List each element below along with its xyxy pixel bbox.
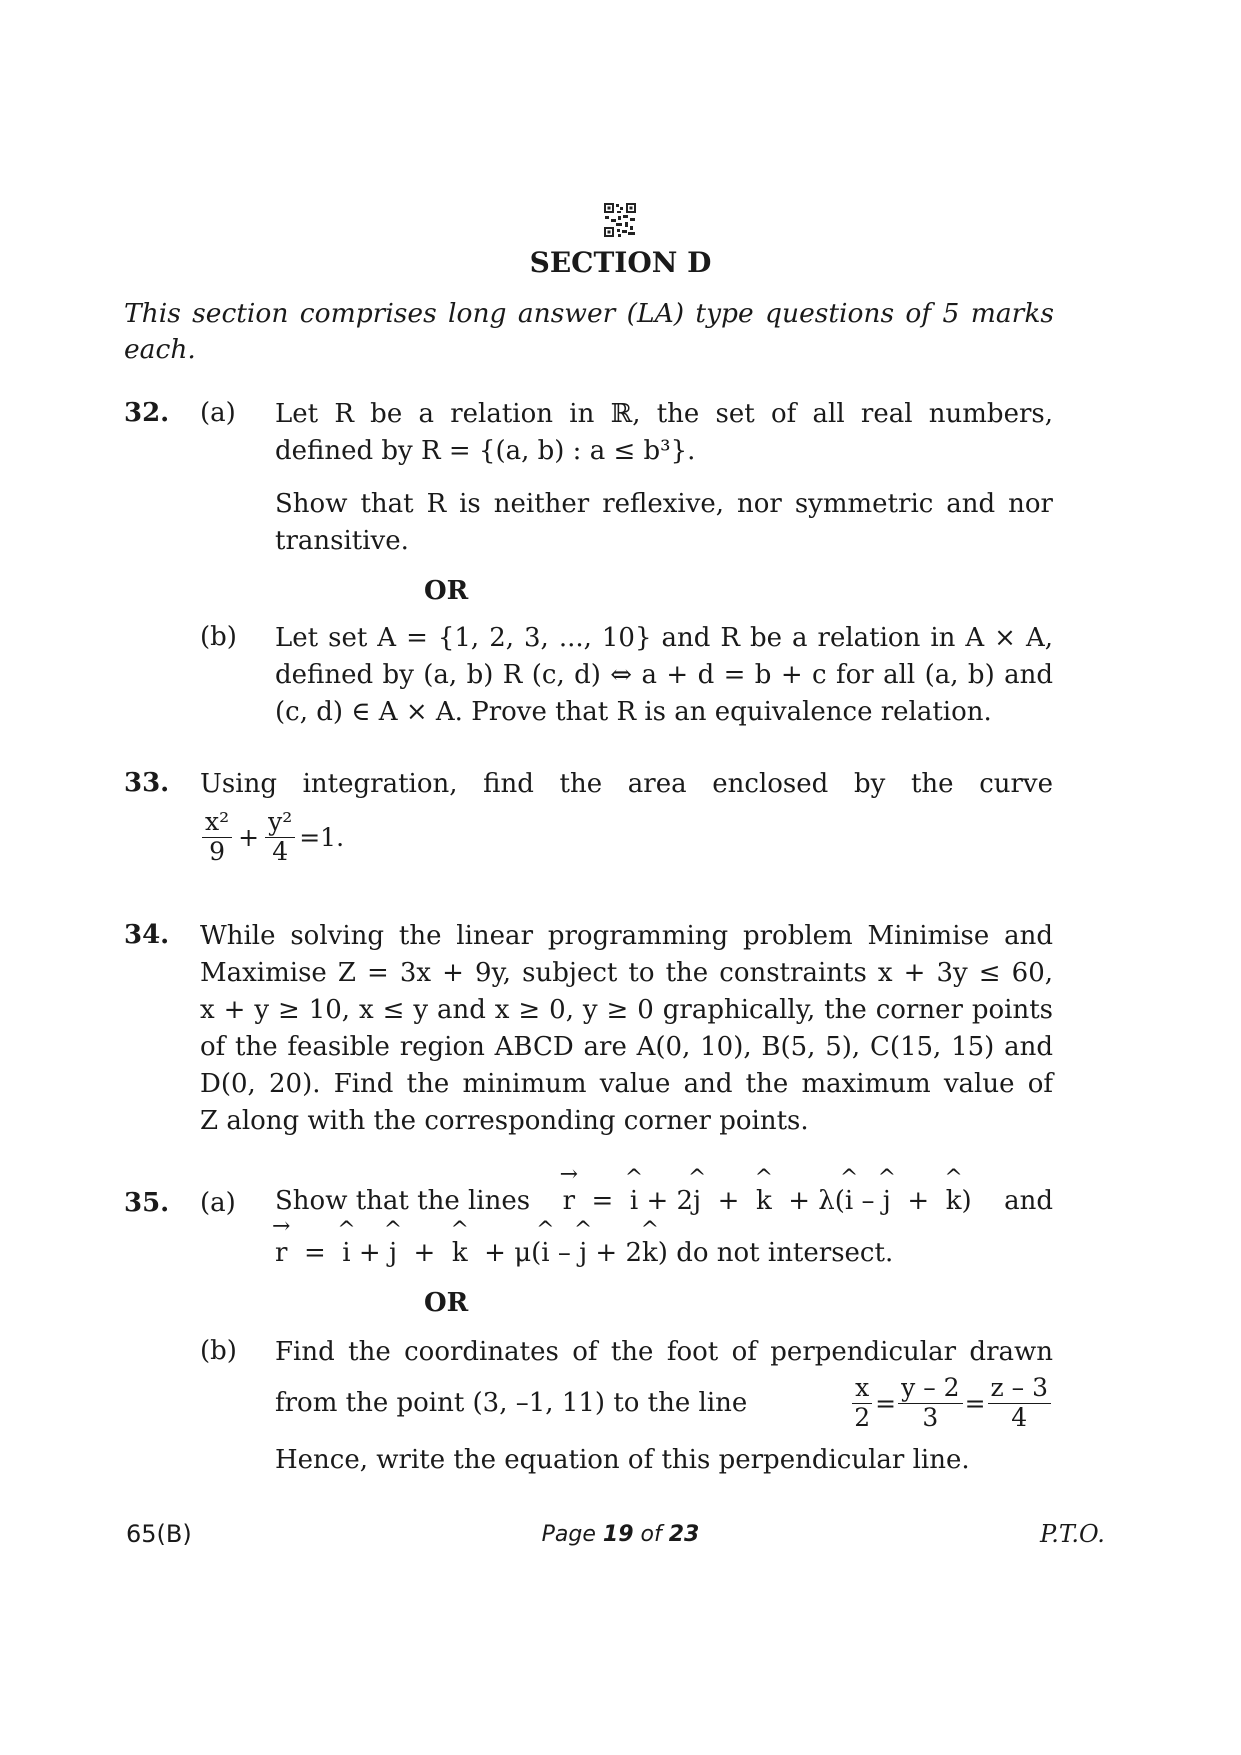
q32-b-line-1: Let set A = {1, 2, 3, ..., 10} and R be a relation in A × A, xyxy=(275,623,1053,653)
q32-part-b-label: (b) xyxy=(200,622,237,652)
q35-a-prefix: Show that the lines xyxy=(275,1186,531,1216)
q32-part-a-task xyxy=(275,486,1053,560)
q35-a-vector-eq-1: → r = ^ i + 2^ j + ^ k + λ(^ i – ^ j + ^ k) xyxy=(563,1186,972,1216)
q35-a-line-2-suffix: do not intersect. xyxy=(676,1238,894,1268)
question-number-34: 34. xyxy=(124,920,170,950)
paper-code: 65(B) xyxy=(126,1520,192,1548)
qr-code-icon xyxy=(603,202,637,238)
q35-b-line-1: Find the coordinates of the foot of perpendicular drawn xyxy=(275,1337,1053,1367)
q32-part-a-text xyxy=(275,396,1053,470)
page-of: of xyxy=(640,1522,662,1547)
q33-fraction-y-denominator: 4 xyxy=(272,836,289,866)
q33-equation-rhs: =1. xyxy=(299,822,345,852)
q35-b-fraction-3-den: 4 xyxy=(1011,1402,1028,1432)
q35-a-line-1 xyxy=(275,1186,1053,1216)
q33-equation xyxy=(200,808,344,867)
q34-line-4: of the feasible region ABCD are A(0, 10), B(5, 5), C(15, 15) and xyxy=(200,1032,1053,1062)
q33-text xyxy=(200,766,1053,803)
page-total: 23 xyxy=(668,1522,700,1547)
section-title: SECTION D xyxy=(529,246,712,279)
q32-part-b-text xyxy=(275,620,1053,731)
q35-part-b-label: (b) xyxy=(200,1336,237,1366)
page-number: 19 xyxy=(602,1522,634,1547)
q32-or-separator: OR xyxy=(424,576,469,606)
q32-a-line-2: defined by R = {(a, b) : a ≤ b³}. xyxy=(275,436,696,466)
q34-line-5: D(0, 20). Find the minimum value and the maximum value of xyxy=(200,1069,1053,1099)
q33-fraction-x-numerator: x² xyxy=(202,808,232,838)
q34-line-2: Maximise Z = 3x + 9y, subject to the constraints x + 3y ≤ 60, xyxy=(200,958,1053,988)
q33-fraction-x-denominator: 9 xyxy=(209,836,226,866)
q32-a-line-3: Show that R is neither reflexive, nor symmetric and nor xyxy=(275,489,1053,519)
q33-plus: + xyxy=(238,822,260,852)
q32-b-line-2: defined by (a, b) R (c, d) ⇔ a + d = b + c for all (a, b) and xyxy=(275,660,1053,690)
q35-b-fraction-1-num: x xyxy=(852,1374,872,1404)
section-intro: This section comprises long answer (LA) type questions of 5 marks each. xyxy=(124,298,1054,365)
q32-a-line-1: Let R be a relation in ℝ, the set of all real numbers, xyxy=(275,399,1053,429)
q35-b-fraction-2-den: 3 xyxy=(922,1402,939,1432)
q33-fraction-y-numerator: y² xyxy=(265,808,295,838)
q32-a-line-4: transitive. xyxy=(275,526,409,556)
q32-part-a-label: (a) xyxy=(200,398,236,428)
q35-part-a-label: (a) xyxy=(200,1188,236,1218)
question-number-35: 35. xyxy=(124,1188,170,1218)
q34-line-1: While solving the linear programming problem Minimise and xyxy=(200,921,1053,951)
pto-label: P.T.O. xyxy=(1040,1520,1105,1548)
q35-a-line-2 xyxy=(275,1238,893,1268)
q35-b-fraction-2-num: y – 2 xyxy=(898,1374,962,1404)
q35-a-suffix: and xyxy=(1004,1186,1053,1216)
q35-b-fraction-2 xyxy=(898,1374,962,1433)
q35-or-separator: OR xyxy=(424,1288,469,1318)
q35-b-fraction-3-num: z – 3 xyxy=(988,1374,1051,1404)
q35-b-fraction-3 xyxy=(988,1374,1051,1433)
q35-b-line-3: Hence, write the equation of this perpendicular line. xyxy=(275,1445,970,1475)
q35-b-line-equation: $\frac{x}{2}$ = $\frac{y - 2}{3}$ = $\frac{z - 3}{4}$ xyxy=(849,1374,1053,1433)
q35-b-line-2-text: from the point (3, –1, 11) to the line xyxy=(275,1388,748,1419)
page-prefix: Page xyxy=(541,1522,596,1547)
q35-b-line-2 xyxy=(275,1374,1053,1433)
q35-a-vector-eq-2: → r = ^ i + ^ j + ^ k + μ(^ i – ^ j + 2^ k) xyxy=(275,1238,668,1268)
q34-text xyxy=(200,918,1053,1140)
question-number-33: 33. xyxy=(124,768,170,798)
q35-b-line-1-wrap xyxy=(275,1334,1053,1371)
question-number-32: 32. xyxy=(124,398,170,428)
q35-b-fraction-1-den: 2 xyxy=(854,1402,871,1432)
q34-line-6: Z along with the corresponding corner points. xyxy=(200,1106,809,1136)
q34-line-3: x + y ≥ 10, x ≤ y and x ≥ 0, y ≥ 0 graphically, the corner points xyxy=(200,995,1053,1025)
q33-line-1: Using integration, find the area enclosed by the curve xyxy=(200,769,1053,799)
q32-b-line-3: (c, d) ∈ A × A. Prove that R is an equivalence relation. xyxy=(275,697,992,727)
q35-b-line-3-wrap xyxy=(275,1442,1053,1479)
q33-fraction-y xyxy=(265,808,295,867)
q35-b-fraction-1 xyxy=(851,1374,873,1433)
q33-fraction-x xyxy=(202,808,232,867)
